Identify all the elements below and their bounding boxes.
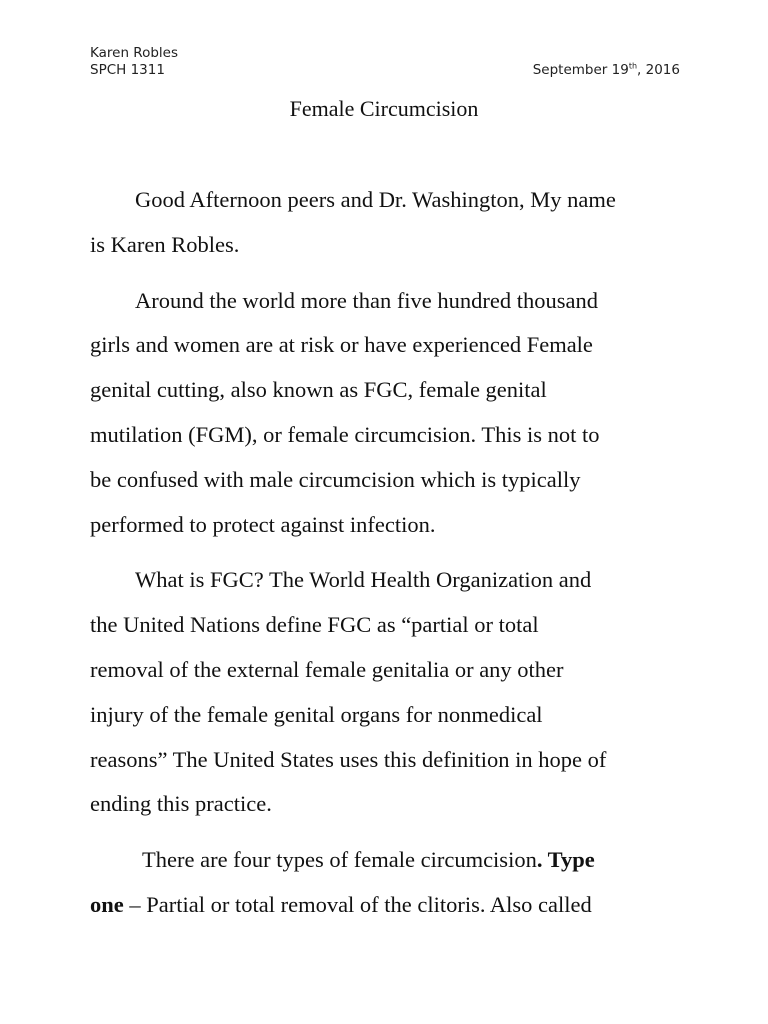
course-code: SPCH 1311: [90, 62, 165, 78]
date-ordinal-suffix: th: [628, 61, 638, 71]
paragraph-line: be confused with male circumcision which is typically: [90, 466, 581, 492]
header-row-course: [90, 62, 680, 79]
type-one-heading-start: . Type: [536, 847, 595, 873]
paragraph-line: performed to protect against infection.: [90, 511, 436, 537]
document-header: [90, 45, 680, 79]
paragraph-line: reasons” The United States uses this definition in hope of: [90, 746, 607, 772]
paragraph-line: [90, 838, 680, 883]
type-one-heading-end: one: [90, 891, 124, 917]
document-date: [533, 62, 680, 79]
paragraph-line: Good Afternoon peers and Dr. Washington, My name: [135, 187, 616, 212]
paragraph-line: ending this practice.: [90, 791, 272, 817]
date-month-day: September 19: [532, 62, 629, 78]
paragraph-definition: [90, 558, 680, 827]
paragraph-line: injury of the female genital organs for nonmedical: [90, 701, 543, 727]
paragraph-greeting: [90, 178, 680, 268]
paragraph-line: the United Nations define FGC as “partial or total: [90, 612, 539, 638]
paragraph-line: mutilation (FGM), or female circumcision. This is not to: [90, 421, 600, 447]
paragraph-line: is Karen Robles.: [90, 231, 240, 257]
paragraph-line: Around the world more than five hundred thousand: [135, 287, 599, 313]
paragraph-line: removal of the external female genitalia or any other: [90, 656, 564, 682]
types-intro-text: There are four types of female circumcision: [142, 847, 537, 873]
date-year: , 2016: [637, 62, 680, 78]
document-body: [90, 178, 680, 928]
author-name: Karen Robles: [90, 45, 178, 61]
paragraph-intro: [90, 279, 680, 548]
type-one-description: – Partial or total removal of the clitoris. Also called: [123, 891, 592, 917]
paragraph-line: girls and women are at risk or have experienced Female: [90, 332, 593, 358]
document-title: Female Circumcision: [289, 96, 479, 121]
paragraph-line: [90, 883, 680, 928]
paragraph-line: What is FGC? The World Health Organization and: [135, 567, 592, 593]
paragraph-types: [90, 838, 680, 928]
header-row-author: [90, 45, 680, 62]
paragraph-line: genital cutting, also known as FGC, female genital: [90, 377, 547, 403]
